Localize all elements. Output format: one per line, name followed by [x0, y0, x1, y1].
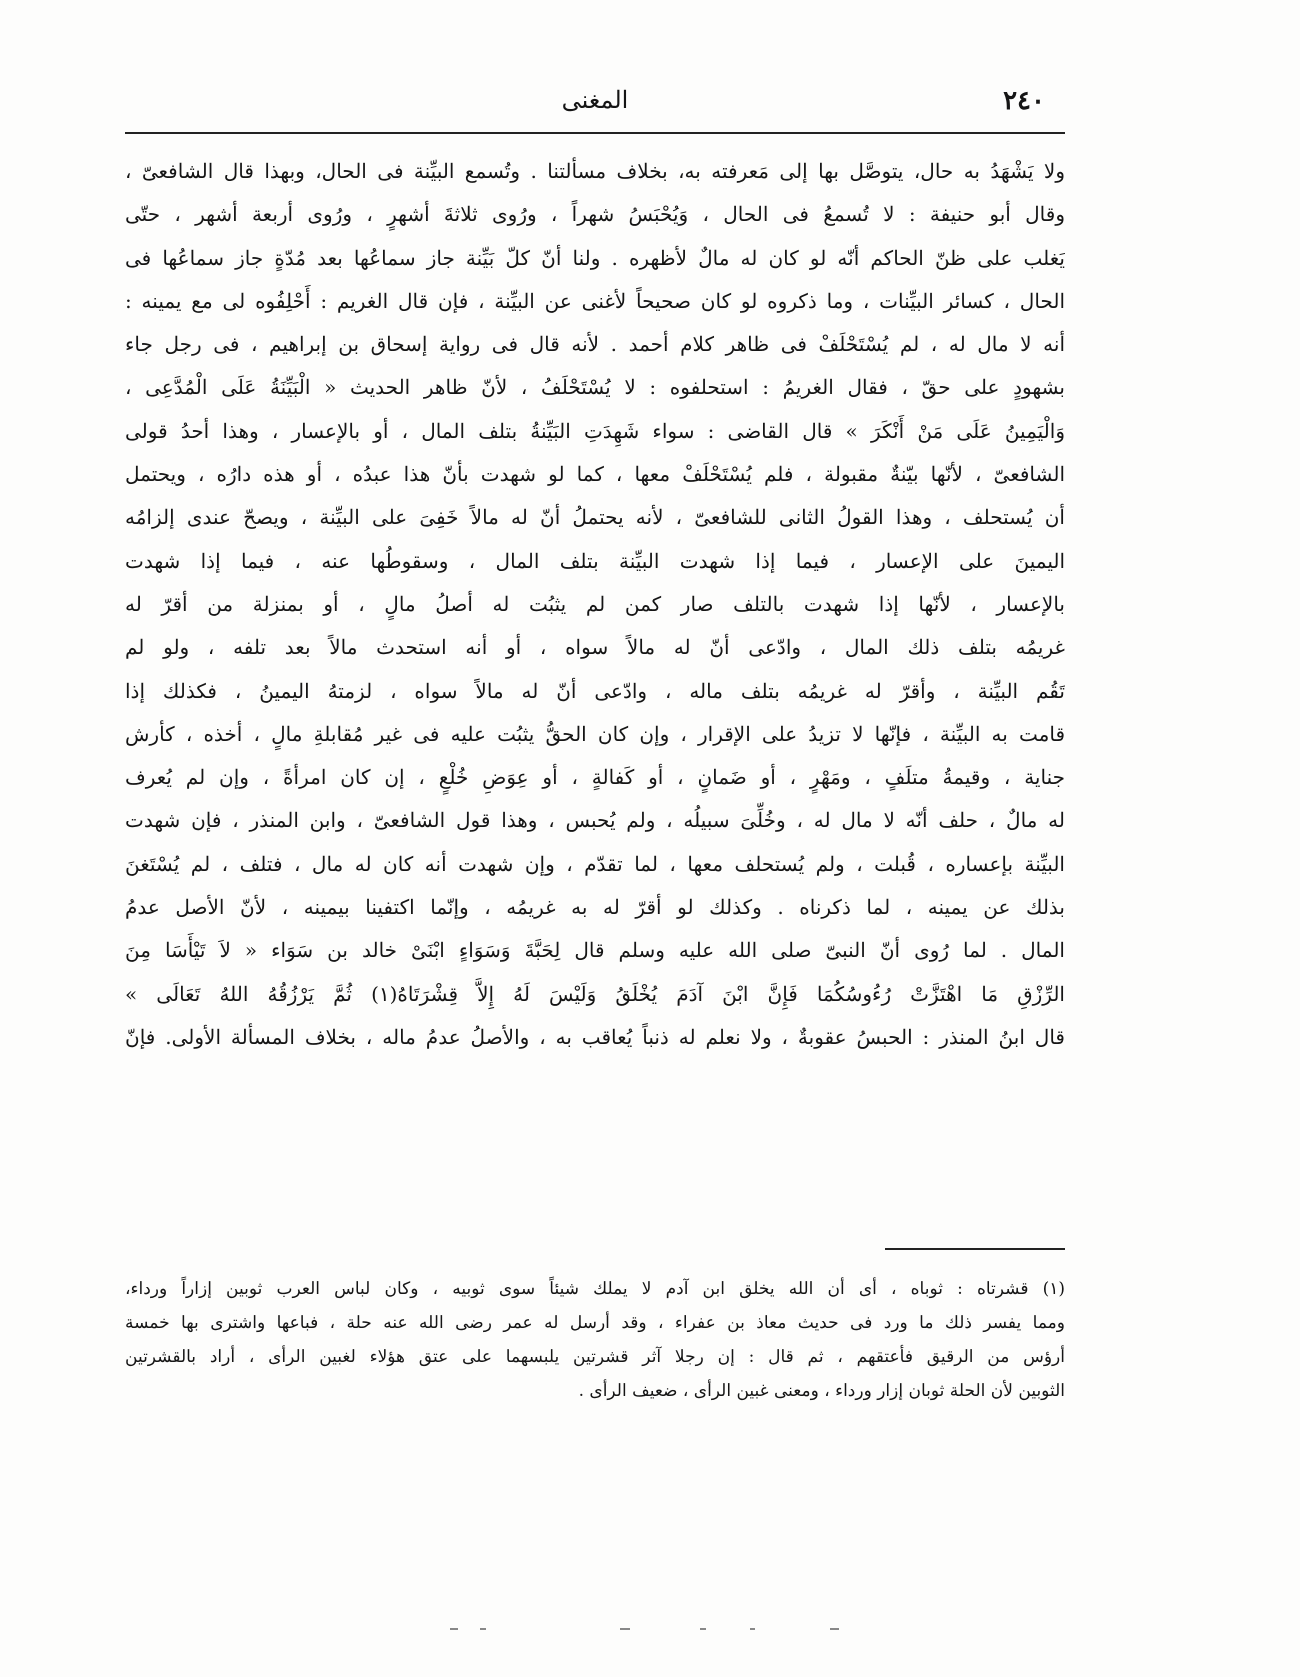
text-line: وقال أبو حنيفة : لا تُسمعُ فى الحال ، وَيُحْبَسُ شهراً ، ورُوى ثلاثةَ أشهرٍ ، ورُوى أربعة أشهر ، حتّى: [125, 202, 1065, 227]
text-line: أن يُستحلف ، وهذا القولُ الثانى للشافعىّ ، لأنه يحتملُ أنّ له مالاً خَفِىَ على البيِّنة ، ويصحّ عندى إلزامُه: [125, 505, 1065, 530]
text-line: ولا يَشْهَدُ به حال، يتوصَّل بها إلى مَعرفته به، بخلاف مسألتنا . وتُسمع البيِّنة فى الحال، وبهذا قال الشافعىّ ،: [125, 159, 1065, 183]
text-line: يَغلب على ظنّ الحاكم أنّه لو كان له مالٌ لأظهره . ولنا أنّ كلّ بَيِّنة جاز سماعُها بعد مُدّةٍ جاز سماعُها فى: [125, 245, 1065, 270]
text-line: تَقُم البيِّنة ، وأقرّ له غريمُه بتلف ماله ، وادّعى أنّ له مالاً سواه ، لزمتهُ اليمينُ ، فكذلك إذا: [125, 678, 1065, 703]
text-line: اليمينَ على الإعسار ، فيما إذا شهدت البيِّنة بتلف المال ، وسقوطُها عنه ، فيما إذا شهدت: [125, 548, 1065, 573]
text-line: وَالْيَمِينُ عَلَى مَنْ أَنْكَرَ » قال القاضى : سواء شَهِدَتِ البَيِّنةُ بتلف المال ، أو بالإعسار ، وهذا أحدُ قولى: [125, 418, 1065, 443]
text-line: قامت به البيِّنة ، فإنّها لا تزيدُ على الإقرار ، وإن كان الحقُّ يثبُت عليه فى غير مُقابلةِ مالٍ ، أخذه ، كأرش: [125, 721, 1065, 746]
text-line: له مالٌ ، حلف أنّه لا مال له ، وخُلِّىَ سبيلُه ، ولم يُحبس ، وهذا قول الشافعىّ ، وابن المنذر ، فإن شهدت: [125, 808, 1065, 833]
scan-speck: [700, 1628, 706, 1630]
text-line: بذلك عن يمينه ، لما ذكرناه . وكذلك لو أقرّ له به غريمُه ، وإنّما اكتفينا بيمينه ، لأنّ الأصل عدمُ: [125, 895, 1065, 920]
header-divider: [125, 132, 1065, 134]
text-line: جناية ، وقيمةُ متلَفٍ ، ومَهْرٍ ، أو ضَمانٍ ، أو كَفالةٍ ، أو عِوَضِ خُلْعٍ ، إن كان امرأةً ، وإن لم يُعرف: [125, 765, 1065, 790]
footnote-line: ومما يفسر ذلك ما ورد فى حديث معاذ بن عفراء ، وقد أرسل له عمر رضى الله عنه حلة ، فباعها واشترى بها خمسة: [125, 1313, 1065, 1333]
text-line: الشافعىّ ، لأنّها بيّنةٌ مقبولة ، فلم يُسْتَحْلَفْ معها ، كما لو شهدت بأنّ هذا عبدُه ، أو هذه دارُه ، ويحتمل: [125, 462, 1065, 487]
page-header: [125, 82, 1065, 132]
footnote-divider: [885, 1248, 1065, 1250]
text-line: غريمُه بتلف ذلك المال ، وادّعى أنّ له مالاً سواه ، أو أنه استحدث مالاً بعد تلفه ، ولو لم: [125, 635, 1065, 660]
scan-speck: [450, 1628, 458, 1630]
text-line: بالإعسار ، لأنّها إذا شهدت بالتلف صار كمن لم يثبُت له أصلُ مالٍ ، أو بمنزلة من أقرّ له: [125, 591, 1065, 616]
scan-specks: [420, 1628, 920, 1632]
text-line: البيِّنة بإعساره ، قُبلت ، ولم يُستحلف معها ، لما تقدّم ، وإن شهدت أنه كان له مال ، فتلف ، لم يُسْتَغنَ: [125, 851, 1065, 876]
scan-speck: [620, 1628, 630, 1630]
page-number: ٢٤٠: [1003, 86, 1045, 116]
text-line: الرِّزْقِ مَا اهْتَزَّتْ رُءُوسُكُمَا فَإِنَّ ابْنَ آدَمَ يُخْلَقُ وَلَيْسَ لَهُ إِلاَّ قِشْرَتَاهُ(١) ثُمَّ يَرْزُقُهُ اللهُ تَعَالَى »: [125, 981, 1065, 1006]
text-line: الحال ، كسائر البيِّنات ، وما ذكروه لو كان صحيحاً لأغنى عن البيِّنة ، فإن قال الغريم : أَحْلِفُوه لى مع يمينه :: [125, 288, 1065, 313]
main-text: [125, 150, 1065, 1059]
text-line: المال . لما رُوى أنّ النبىّ صلى الله عليه وسلم قال لِحَبَّةَ وَسَوَاءٍ ابْنَىْ خالد بن سَوَاء « لاَ تَيْأَسَا مِنَ: [125, 938, 1065, 963]
text-line: أنه لا مال له ، لم يُسْتَحْلَفْ فى ظاهر كلام أحمد . لأنه قال فى رواية إسحاق بن إبراهيم ، فى رجل جاء: [125, 332, 1065, 357]
scan-speck: [480, 1628, 486, 1630]
footnote-line: (١) قشرتاه : ثوباه ، أى أن الله يخلق ابن آدم لا يملك شيئاً سوى ثوبيه ، وكان لباس العرب ثوبين إزاراً ورداء،: [125, 1279, 1065, 1299]
scan-speck: [830, 1628, 839, 1630]
footnotes: [125, 1272, 1065, 1408]
footnote-line: أرؤس من الرقيق فأعتقهم ، ثم قال : إن رجلا آثر قشرتين يلبسهما على عتق هؤلاء لغبين الرأى ، أراد بالقشرتين: [125, 1347, 1065, 1367]
text-line: قال ابنُ المنذر : الحبسُ عقوبةٌ ، ولا نعلم له ذنباً يُعاقب به ، والأصلُ عدمُ ماله ، بخلاف المسألة الأولى. فإنّ: [125, 1024, 1065, 1049]
text-line: بشهودٍ على حقّ ، فقال الغريمُ : استحلفوه : لا يُسْتَحْلَفُ ، لأنّ ظاهر الحديث « الْبَيِّنَةُ عَلَى الْمُدَّعِى ،: [125, 375, 1065, 400]
footnote-line: الثوبين لأن الحلة ثوبان إزار ورداء ، ومعنى غبين الرأى ، ضعيف الرأى .: [578, 1381, 1065, 1401]
running-title: المغنى: [561, 86, 629, 114]
scan-speck: [750, 1628, 755, 1630]
